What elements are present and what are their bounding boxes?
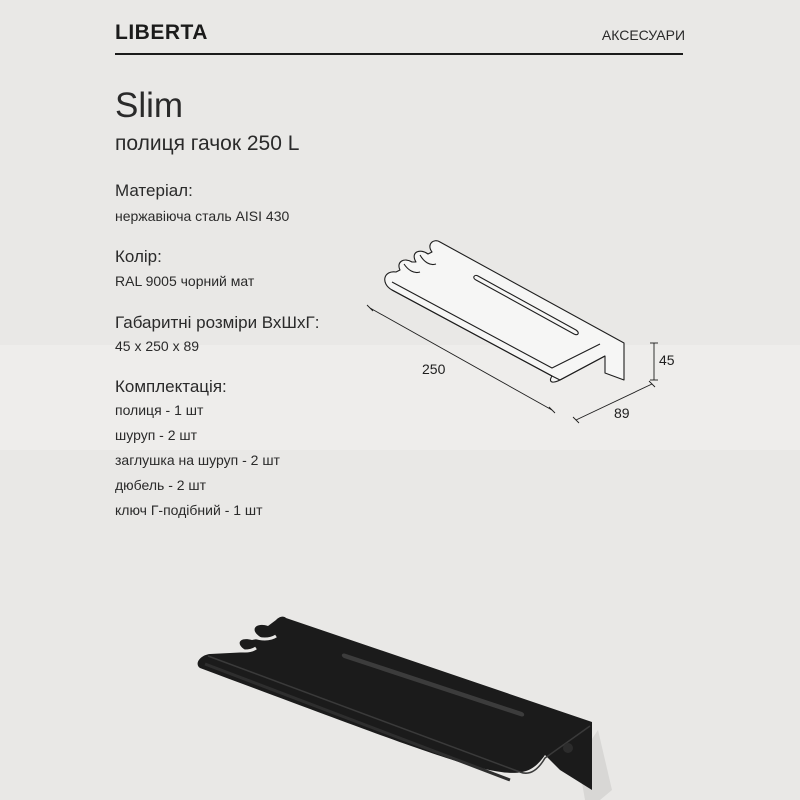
kit-item: полиця - 1 шт [115, 402, 204, 418]
height-dimension-label: 45 [659, 352, 675, 368]
kit-label: Комплектація: [115, 377, 227, 396]
height-dimension [650, 343, 658, 380]
product-subtitle: полиця гачок 250 L [115, 132, 300, 155]
kit-item: дюбель - 2 шт [115, 477, 207, 493]
width-dimension-label: 250 [422, 361, 446, 377]
color-value: RAL 9005 чорний мат [115, 273, 255, 289]
material-value: нержавіюча сталь AISI 430 [115, 208, 290, 224]
size-value: 45 x 250 x 89 [115, 338, 200, 354]
product-photo [198, 617, 612, 800]
section-title: АКСЕСУАРИ [601, 27, 685, 43]
depth-dimension-label: 89 [614, 405, 630, 421]
shelf-outline [385, 241, 624, 382]
kit-item: заглушка на шуруп - 2 шт [115, 452, 280, 468]
kit-item: шуруп - 2 шт [115, 427, 198, 443]
material-label: Матеріал: [115, 181, 193, 200]
kit-item: ключ Г-подібний - 1 шт [115, 502, 263, 518]
product-name: Slim [115, 86, 184, 125]
size-label: Габаритні розміри ВхШхГ: [115, 313, 320, 332]
color-label: Колір: [115, 247, 162, 266]
brand-logo: LIBERTA [115, 21, 208, 44]
